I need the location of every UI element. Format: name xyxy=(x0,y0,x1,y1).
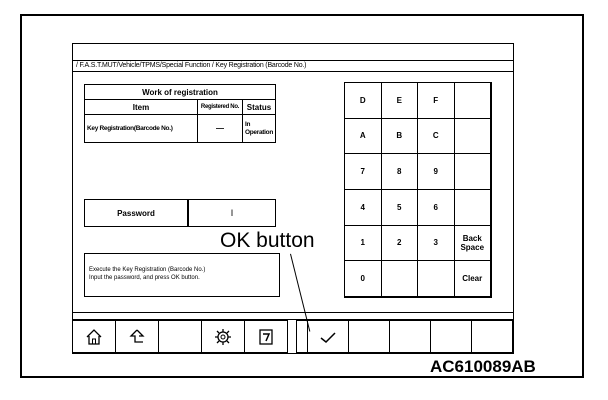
figure-code: AC610089AB xyxy=(430,357,536,376)
key-blank-2 xyxy=(454,118,492,155)
gear-icon xyxy=(213,327,233,347)
key-f[interactable]: F xyxy=(417,82,455,119)
col-header-item: Item xyxy=(85,100,198,115)
ok-button[interactable] xyxy=(308,321,349,352)
password-input[interactable]: I xyxy=(188,199,276,227)
ok-check-icon xyxy=(318,327,338,347)
col-header-registered: Registered No. xyxy=(198,100,243,115)
toolbar-right xyxy=(296,320,513,353)
row-registered: — xyxy=(198,115,243,143)
ok-button-callout: OK button xyxy=(220,229,315,252)
home-icon xyxy=(84,327,104,347)
key-c[interactable]: C xyxy=(417,118,455,155)
back-icon xyxy=(127,327,147,347)
row-item: Key Registration(Barcode No.) xyxy=(85,115,198,143)
key-blank-1 xyxy=(454,82,492,119)
col-header-status: Status xyxy=(243,100,276,115)
breadcrumb-divider xyxy=(73,71,513,72)
work-table-title: Work of registration xyxy=(85,85,276,100)
key-9[interactable]: 9 xyxy=(417,153,455,190)
toolbar-right-button-5 xyxy=(431,321,472,352)
title-bar xyxy=(73,44,513,61)
toolbar-right-button-4 xyxy=(390,321,431,352)
back-button[interactable] xyxy=(116,321,159,352)
key-3[interactable]: 3 xyxy=(417,225,455,262)
message-line-1: Execute the Key Registration (Barcode No.) xyxy=(89,267,206,273)
toolbar-left xyxy=(72,320,288,353)
toolbar-right-spacer xyxy=(297,321,308,352)
key-7[interactable]: 7 xyxy=(344,153,382,190)
home-button[interactable] xyxy=(73,321,116,352)
key-2[interactable]: 2 xyxy=(381,225,419,262)
toolbar-blank-button xyxy=(159,321,202,352)
key-blank-5 xyxy=(381,260,419,297)
work-table xyxy=(84,84,276,143)
key-d[interactable]: D xyxy=(344,82,382,119)
key-8[interactable]: 8 xyxy=(381,153,419,190)
key-5[interactable]: 5 xyxy=(381,189,419,226)
help-icon xyxy=(256,327,276,347)
password-label: Password xyxy=(84,199,188,227)
toolbar-right-button-6 xyxy=(472,321,512,352)
breadcrumb: / F.A.S.T.MUT/Vehicle/TPMS/Special Function / Key Registration (Barcode No.) xyxy=(76,62,307,69)
status-strip xyxy=(72,312,514,320)
key-e[interactable]: E xyxy=(381,82,419,119)
key-1[interactable]: 1 xyxy=(344,225,382,262)
message-line-2: Input the password, and press OK button. xyxy=(89,275,200,281)
row-status: In Operation xyxy=(243,115,276,143)
key-a[interactable]: A xyxy=(344,118,382,155)
key-blank-4 xyxy=(454,189,492,226)
settings-button[interactable] xyxy=(202,321,245,352)
key-4[interactable]: 4 xyxy=(344,189,382,226)
keypad xyxy=(344,82,492,298)
key-0[interactable]: 0 xyxy=(344,260,382,297)
key-back-space[interactable]: Back Space xyxy=(454,225,492,262)
toolbar-right-button-3 xyxy=(349,321,390,352)
key-6[interactable]: 6 xyxy=(417,189,455,226)
key-b[interactable]: B xyxy=(381,118,419,155)
key-blank-3 xyxy=(454,153,492,190)
key-clear[interactable]: Clear xyxy=(454,260,492,297)
help-button[interactable] xyxy=(245,321,287,352)
key-blank-6 xyxy=(417,260,455,297)
instruction-message xyxy=(84,253,280,297)
